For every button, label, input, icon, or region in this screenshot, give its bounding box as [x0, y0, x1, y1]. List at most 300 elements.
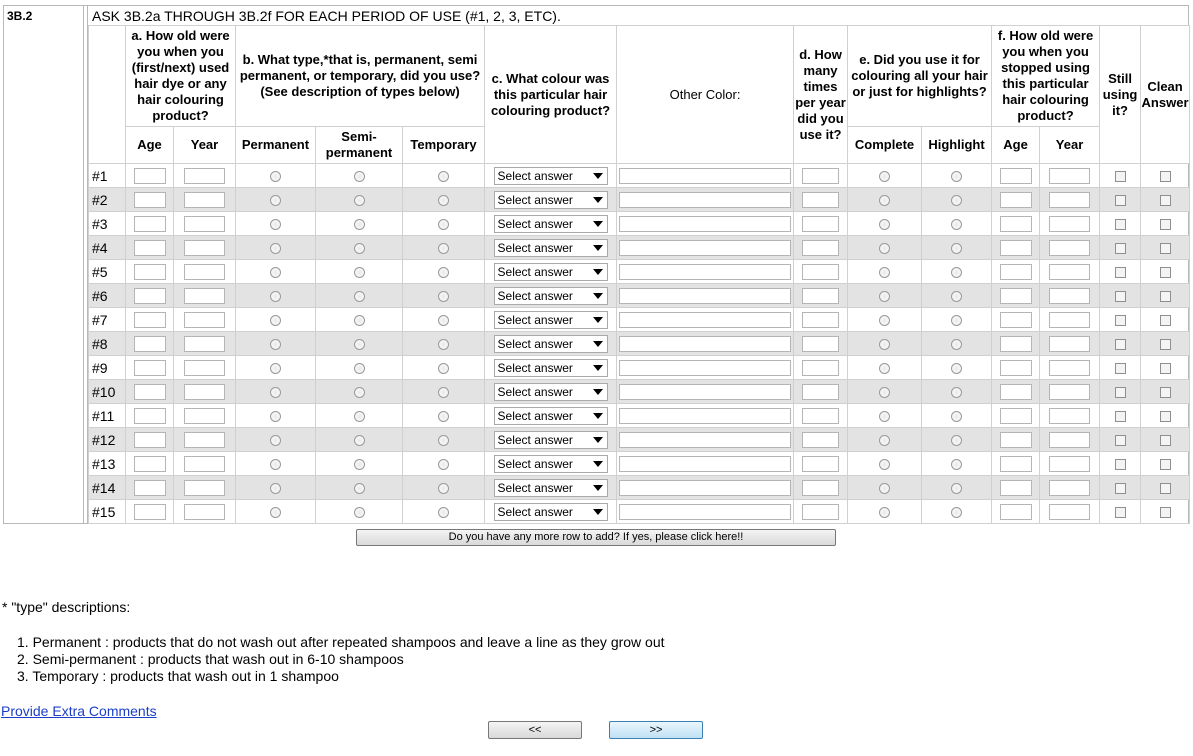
header-c: c. What colour was this particular hair colouring product? — [485, 26, 617, 164]
permanent-radio[interactable] — [270, 387, 281, 398]
clean-answer-checkbox[interactable] — [1160, 459, 1171, 470]
times-per-year-input[interactable] — [802, 504, 839, 520]
stop-year-input[interactable] — [1049, 264, 1090, 280]
colour-select[interactable] — [494, 431, 608, 449]
permanent-radio[interactable] — [270, 315, 281, 326]
clean-answer-checkbox[interactable] — [1160, 483, 1171, 494]
year-input[interactable] — [184, 480, 225, 496]
header-other-color: Other Color: — [617, 26, 794, 164]
permanent-radio[interactable] — [270, 291, 281, 302]
year-input[interactable] — [184, 264, 225, 280]
stop-year-input[interactable] — [1049, 336, 1090, 352]
highlight-radio[interactable] — [951, 363, 962, 374]
other-color-input[interactable] — [619, 408, 791, 424]
year-input[interactable] — [184, 384, 225, 400]
colour-select[interactable] — [494, 455, 608, 473]
still-using-checkbox[interactable] — [1115, 483, 1126, 494]
temporary-radio[interactable] — [438, 339, 449, 350]
colour-select-value: Select answer — [497, 240, 573, 255]
clean-answer-checkbox[interactable] — [1160, 507, 1171, 518]
still-using-checkbox[interactable] — [1115, 387, 1126, 398]
temporary-radio[interactable] — [438, 483, 449, 494]
permanent-radio[interactable] — [270, 243, 281, 254]
row-label: #1 — [89, 164, 126, 188]
temporary-radio[interactable] — [438, 507, 449, 518]
chevron-down-icon — [593, 485, 603, 491]
semi-permanent-radio[interactable] — [354, 339, 365, 350]
other-color-input[interactable] — [619, 240, 791, 256]
highlight-radio[interactable] — [951, 339, 962, 350]
semi-permanent-radio[interactable] — [354, 195, 365, 206]
row-label: #3 — [89, 212, 126, 236]
type-descriptions-heading: * "type" descriptions: — [2, 599, 131, 615]
complete-radio[interactable] — [879, 195, 890, 206]
chevron-down-icon — [593, 197, 603, 203]
complete-radio[interactable] — [879, 507, 890, 518]
row-label: #13 — [89, 452, 126, 476]
stop-age-input[interactable] — [1000, 240, 1032, 256]
times-per-year-input[interactable] — [802, 312, 839, 328]
table-row — [89, 212, 1190, 236]
stop-age-input[interactable] — [1000, 336, 1032, 352]
header-year: Year — [174, 127, 236, 164]
permanent-radio[interactable] — [270, 363, 281, 374]
colour-select[interactable] — [494, 503, 608, 521]
times-per-year-input[interactable] — [802, 360, 839, 376]
other-color-input[interactable] — [619, 216, 791, 232]
chevron-down-icon — [593, 389, 603, 395]
row-label: #7 — [89, 308, 126, 332]
stop-year-input[interactable] — [1049, 240, 1090, 256]
still-using-checkbox[interactable] — [1115, 195, 1126, 206]
row-label: #11 — [89, 404, 126, 428]
next-button[interactable]: >> — [609, 721, 703, 739]
year-input[interactable] — [184, 504, 225, 520]
chevron-down-icon — [593, 413, 603, 419]
stop-year-input[interactable] — [1049, 456, 1090, 472]
colour-select[interactable] — [494, 383, 608, 401]
stop-age-input[interactable] — [1000, 480, 1032, 496]
chevron-down-icon — [593, 221, 603, 227]
age-input[interactable] — [134, 168, 166, 184]
permanent-radio[interactable] — [270, 507, 281, 518]
colour-select[interactable] — [494, 239, 608, 257]
clean-answer-checkbox[interactable] — [1160, 363, 1171, 374]
row-label: #5 — [89, 260, 126, 284]
year-input[interactable] — [184, 360, 225, 376]
clean-answer-checkbox[interactable] — [1160, 219, 1171, 230]
highlight-radio[interactable] — [951, 171, 962, 182]
year-input[interactable] — [184, 240, 225, 256]
semi-permanent-radio[interactable] — [354, 243, 365, 254]
header-d: d. How many times per year did you use it? — [794, 26, 848, 164]
colour-select-value: Select answer — [497, 168, 573, 183]
add-row-button[interactable]: Do you have any more row to add? If yes, please click here!! — [356, 529, 836, 546]
colour-select-value: Select answer — [497, 288, 573, 303]
header-highlight: Highlight — [922, 127, 992, 164]
colour-select[interactable] — [494, 479, 608, 497]
age-input[interactable] — [134, 264, 166, 280]
semi-permanent-radio[interactable] — [354, 267, 365, 278]
stop-age-input[interactable] — [1000, 432, 1032, 448]
complete-radio[interactable] — [879, 243, 890, 254]
temporary-radio[interactable] — [438, 435, 449, 446]
row-label: #14 — [89, 476, 126, 500]
stop-age-input[interactable] — [1000, 168, 1032, 184]
age-input[interactable] — [134, 216, 166, 232]
complete-radio[interactable] — [879, 219, 890, 230]
still-using-checkbox[interactable] — [1115, 219, 1126, 230]
row-label: #10 — [89, 380, 126, 404]
temporary-radio[interactable] — [438, 171, 449, 182]
age-input[interactable] — [134, 480, 166, 496]
temporary-radio[interactable] — [438, 411, 449, 422]
row-label: #2 — [89, 188, 126, 212]
question-id: 3B.2 — [4, 6, 84, 523]
complete-radio[interactable] — [879, 411, 890, 422]
times-per-year-input[interactable] — [802, 384, 839, 400]
age-input[interactable] — [134, 360, 166, 376]
still-using-checkbox[interactable] — [1115, 243, 1126, 254]
semi-permanent-radio[interactable] — [354, 363, 365, 374]
stop-year-input[interactable] — [1049, 360, 1090, 376]
header-temporary: Temporary — [403, 127, 485, 164]
highlight-radio[interactable] — [951, 387, 962, 398]
stop-age-input[interactable] — [1000, 264, 1032, 280]
highlight-radio[interactable] — [951, 435, 962, 446]
still-using-checkbox[interactable] — [1115, 459, 1126, 470]
highlight-radio[interactable] — [951, 291, 962, 302]
colour-select[interactable] — [494, 167, 608, 185]
temporary-radio[interactable] — [438, 315, 449, 326]
times-per-year-input[interactable] — [802, 192, 839, 208]
table-body — [89, 164, 1190, 524]
year-input[interactable] — [184, 336, 225, 352]
row-label: #8 — [89, 332, 126, 356]
table-row — [89, 188, 1190, 212]
times-per-year-input[interactable] — [802, 480, 839, 496]
highlight-radio[interactable] — [951, 411, 962, 422]
other-color-input[interactable] — [619, 384, 791, 400]
header-e: e. Did you use it for colouring all your hair or just for highlights? — [848, 26, 992, 127]
stop-age-input[interactable] — [1000, 216, 1032, 232]
still-using-checkbox[interactable] — [1115, 507, 1126, 518]
permanent-radio[interactable] — [270, 411, 281, 422]
clean-answer-checkbox[interactable] — [1160, 387, 1171, 398]
table-row — [89, 284, 1190, 308]
clean-answer-checkbox[interactable] — [1160, 435, 1171, 446]
permanent-radio[interactable] — [270, 195, 281, 206]
table-row — [89, 476, 1190, 500]
chevron-down-icon — [593, 245, 603, 251]
clean-answer-checkbox[interactable] — [1160, 171, 1171, 182]
stop-age-input[interactable] — [1000, 312, 1032, 328]
other-color-input[interactable] — [619, 192, 791, 208]
temporary-radio[interactable] — [438, 459, 449, 470]
type-description-item: 2. Semi-permanent : products that wash out in 6-10 shampoos — [17, 651, 404, 667]
age-input[interactable] — [134, 432, 166, 448]
stop-year-input[interactable] — [1049, 504, 1090, 520]
colour-select[interactable] — [494, 335, 608, 353]
temporary-radio[interactable] — [438, 291, 449, 302]
table-row — [89, 428, 1190, 452]
semi-permanent-radio[interactable] — [354, 459, 365, 470]
age-input[interactable] — [134, 408, 166, 424]
still-using-checkbox[interactable] — [1115, 171, 1126, 182]
times-per-year-input[interactable] — [802, 264, 839, 280]
table-row — [89, 356, 1190, 380]
age-input[interactable] — [134, 192, 166, 208]
semi-permanent-radio[interactable] — [354, 315, 365, 326]
highlight-radio[interactable] — [951, 315, 962, 326]
times-per-year-input[interactable] — [802, 432, 839, 448]
permanent-radio[interactable] — [270, 171, 281, 182]
chevron-down-icon — [593, 437, 603, 443]
period-of-use-table — [88, 25, 1190, 524]
permanent-radio[interactable] — [270, 435, 281, 446]
still-using-checkbox[interactable] — [1115, 315, 1126, 326]
year-input[interactable] — [184, 168, 225, 184]
permanent-radio[interactable] — [270, 459, 281, 470]
highlight-radio[interactable] — [951, 219, 962, 230]
chevron-down-icon — [593, 461, 603, 467]
year-input[interactable] — [184, 456, 225, 472]
type-description-item: 3. Temporary : products that wash out in 1 shampoo — [17, 668, 339, 684]
highlight-radio[interactable] — [951, 267, 962, 278]
header-stop-year: Year — [1040, 127, 1100, 164]
other-color-input[interactable] — [619, 432, 791, 448]
semi-permanent-radio[interactable] — [354, 435, 365, 446]
age-input[interactable] — [134, 504, 166, 520]
stop-year-input[interactable] — [1049, 384, 1090, 400]
table-row — [89, 164, 1190, 188]
year-input[interactable] — [184, 312, 225, 328]
stop-year-input[interactable] — [1049, 480, 1090, 496]
clean-answer-checkbox[interactable] — [1160, 195, 1171, 206]
header-a: a. How old were you when you (first/next) used hair dye or any hair colouring product? — [126, 26, 236, 127]
still-using-checkbox[interactable] — [1115, 435, 1126, 446]
complete-radio[interactable] — [879, 363, 890, 374]
chevron-down-icon — [593, 317, 603, 323]
colour-select-value: Select answer — [497, 408, 573, 423]
colour-select-value: Select answer — [497, 312, 573, 327]
stop-year-input[interactable] — [1049, 408, 1090, 424]
colour-select-value: Select answer — [497, 504, 573, 519]
table-row — [89, 260, 1190, 284]
stop-age-input[interactable] — [1000, 504, 1032, 520]
highlight-radio[interactable] — [951, 243, 962, 254]
chevron-down-icon — [593, 341, 603, 347]
highlight-radio[interactable] — [951, 459, 962, 470]
still-using-checkbox[interactable] — [1115, 411, 1126, 422]
clean-answer-checkbox[interactable] — [1160, 411, 1171, 422]
colour-select-value: Select answer — [497, 432, 573, 447]
stop-year-input[interactable] — [1049, 312, 1090, 328]
table-row — [89, 380, 1190, 404]
semi-permanent-radio[interactable] — [354, 171, 365, 182]
table-row — [89, 308, 1190, 332]
highlight-radio[interactable] — [951, 483, 962, 494]
header-complete: Complete — [848, 127, 922, 164]
semi-permanent-radio[interactable] — [354, 507, 365, 518]
question-body — [87, 5, 1189, 524]
colour-select-value: Select answer — [497, 384, 573, 399]
highlight-radio[interactable] — [951, 507, 962, 518]
header-stop-age: Age — [992, 127, 1040, 164]
stop-age-input[interactable] — [1000, 408, 1032, 424]
permanent-radio[interactable] — [270, 219, 281, 230]
temporary-radio[interactable] — [438, 363, 449, 374]
table-row — [89, 404, 1190, 428]
other-color-input[interactable] — [619, 288, 791, 304]
chevron-down-icon — [593, 365, 603, 371]
header-f: f. How old were you when you stopped using this particular hair colouring product? — [992, 26, 1100, 127]
header-semi-permanent: Semi-permanent — [316, 127, 403, 164]
temporary-radio[interactable] — [438, 219, 449, 230]
times-per-year-input[interactable] — [802, 456, 839, 472]
highlight-radio[interactable] — [951, 195, 962, 206]
header-still-using: Still using it? — [1100, 26, 1141, 164]
colour-select[interactable] — [494, 407, 608, 425]
question-panel — [3, 5, 1189, 524]
colour-select[interactable] — [494, 287, 608, 305]
stop-year-input[interactable] — [1049, 288, 1090, 304]
times-per-year-input[interactable] — [802, 216, 839, 232]
times-per-year-input[interactable] — [802, 288, 839, 304]
table-row — [89, 452, 1190, 476]
colour-select[interactable] — [494, 191, 608, 209]
stop-age-input[interactable] — [1000, 192, 1032, 208]
permanent-radio[interactable] — [270, 339, 281, 350]
row-label: #15 — [89, 500, 126, 524]
colour-select-value: Select answer — [497, 456, 573, 471]
stop-age-input[interactable] — [1000, 384, 1032, 400]
temporary-radio[interactable] — [438, 387, 449, 398]
table-row — [89, 236, 1190, 260]
clean-answer-checkbox[interactable] — [1160, 267, 1171, 278]
other-color-input[interactable] — [619, 264, 791, 280]
stop-age-input[interactable] — [1000, 288, 1032, 304]
year-input[interactable] — [184, 408, 225, 424]
table-row — [89, 500, 1190, 524]
still-using-checkbox[interactable] — [1115, 291, 1126, 302]
complete-radio[interactable] — [879, 483, 890, 494]
year-input[interactable] — [184, 288, 225, 304]
complete-radio[interactable] — [879, 387, 890, 398]
times-per-year-input[interactable] — [802, 168, 839, 184]
year-input[interactable] — [184, 216, 225, 232]
semi-permanent-radio[interactable] — [354, 483, 365, 494]
semi-permanent-radio[interactable] — [354, 387, 365, 398]
temporary-radio[interactable] — [438, 195, 449, 206]
chevron-down-icon — [593, 269, 603, 275]
stop-year-input[interactable] — [1049, 216, 1090, 232]
colour-select[interactable] — [494, 215, 608, 233]
stop-year-input[interactable] — [1049, 192, 1090, 208]
colour-select-value: Select answer — [497, 480, 573, 495]
age-input[interactable] — [134, 288, 166, 304]
colour-select-value: Select answer — [497, 216, 573, 231]
chevron-down-icon — [593, 293, 603, 299]
colour-select-value: Select answer — [497, 360, 573, 375]
clean-answer-checkbox[interactable] — [1160, 291, 1171, 302]
complete-radio[interactable] — [879, 267, 890, 278]
other-color-input[interactable] — [619, 480, 791, 496]
row-label: #9 — [89, 356, 126, 380]
still-using-checkbox[interactable] — [1115, 267, 1126, 278]
age-input[interactable] — [134, 456, 166, 472]
complete-radio[interactable] — [879, 315, 890, 326]
times-per-year-input[interactable] — [802, 336, 839, 352]
complete-radio[interactable] — [879, 459, 890, 470]
age-input[interactable] — [134, 240, 166, 256]
age-input[interactable] — [134, 312, 166, 328]
other-color-input[interactable] — [619, 312, 791, 328]
clean-answer-checkbox[interactable] — [1160, 315, 1171, 326]
colour-select-value: Select answer — [497, 264, 573, 279]
header-age: Age — [126, 127, 174, 164]
question-instruction: ASK 3B.2a THROUGH 3B.2f FOR EACH PERIOD OF USE (#1, 2, 3, ETC). — [92, 8, 561, 24]
stop-year-input[interactable] — [1049, 432, 1090, 448]
other-color-input[interactable] — [619, 360, 791, 376]
row-label: #6 — [89, 284, 126, 308]
still-using-checkbox[interactable] — [1115, 339, 1126, 350]
header-clean-answer: Clean Answer — [1141, 26, 1190, 164]
provide-extra-comments-link[interactable]: Provide Extra Comments — [1, 703, 157, 719]
other-color-input[interactable] — [619, 168, 791, 184]
complete-radio[interactable] — [879, 339, 890, 350]
other-color-input[interactable] — [619, 456, 791, 472]
year-input[interactable] — [184, 192, 225, 208]
temporary-radio[interactable] — [438, 267, 449, 278]
semi-permanent-radio[interactable] — [354, 411, 365, 422]
chevron-down-icon — [593, 509, 603, 515]
still-using-checkbox[interactable] — [1115, 363, 1126, 374]
complete-radio[interactable] — [879, 435, 890, 446]
times-per-year-input[interactable] — [802, 408, 839, 424]
row-label: #12 — [89, 428, 126, 452]
temporary-radio[interactable] — [438, 243, 449, 254]
header-b: b. What type,*that is, permanent, semi permanent, or temporary, did you use? (See description of types below) — [236, 26, 485, 127]
complete-radio[interactable] — [879, 171, 890, 182]
semi-permanent-radio[interactable] — [354, 219, 365, 230]
age-input[interactable] — [134, 384, 166, 400]
stop-age-input[interactable] — [1000, 360, 1032, 376]
semi-permanent-radio[interactable] — [354, 291, 365, 302]
table-row — [89, 332, 1190, 356]
type-descriptions-list — [17, 634, 665, 685]
colour-select[interactable] — [494, 359, 608, 377]
other-color-input[interactable] — [619, 504, 791, 520]
permanent-radio[interactable] — [270, 267, 281, 278]
previous-button[interactable]: << — [488, 721, 582, 739]
year-input[interactable] — [184, 432, 225, 448]
colour-select[interactable] — [494, 311, 608, 329]
stop-year-input[interactable] — [1049, 168, 1090, 184]
colour-select[interactable] — [494, 263, 608, 281]
times-per-year-input[interactable] — [802, 240, 839, 256]
age-input[interactable] — [134, 336, 166, 352]
permanent-radio[interactable] — [270, 483, 281, 494]
row-label: #4 — [89, 236, 126, 260]
clean-answer-checkbox[interactable] — [1160, 339, 1171, 350]
clean-answer-checkbox[interactable] — [1160, 243, 1171, 254]
other-color-input[interactable] — [619, 336, 791, 352]
colour-select-value: Select answer — [497, 336, 573, 351]
stop-age-input[interactable] — [1000, 456, 1032, 472]
complete-radio[interactable] — [879, 291, 890, 302]
row-label-header — [89, 26, 126, 164]
